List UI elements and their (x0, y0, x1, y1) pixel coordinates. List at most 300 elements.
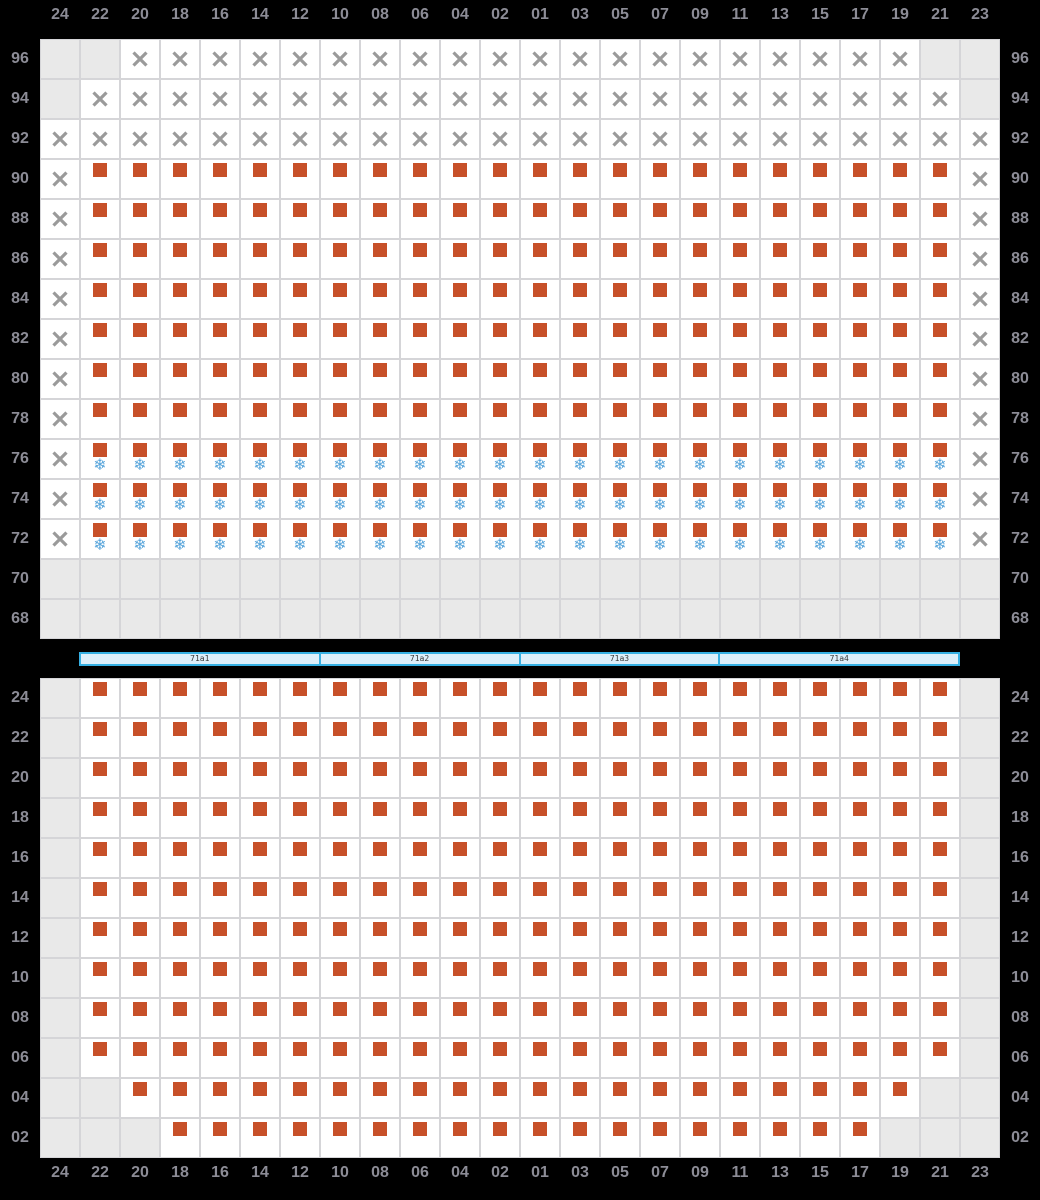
section-segment[interactable] (718, 654, 958, 664)
seat-cell[interactable] (161, 320, 199, 358)
seat-cell[interactable] (241, 400, 279, 438)
seat-cell[interactable] (641, 440, 679, 478)
seat-cell[interactable] (721, 999, 759, 1037)
seat-cell[interactable] (921, 160, 959, 198)
seat-cell[interactable] (481, 160, 519, 198)
seat-cell[interactable] (361, 679, 399, 717)
seat-cell[interactable] (521, 879, 559, 917)
seat-cell[interactable] (681, 200, 719, 238)
seat-cell[interactable] (561, 360, 599, 398)
seat-cell[interactable] (601, 919, 639, 957)
seat-cell[interactable] (881, 360, 919, 398)
seat-cell[interactable] (881, 759, 919, 797)
seat-cell[interactable] (361, 879, 399, 917)
seat-cell[interactable] (681, 679, 719, 717)
seat-cell[interactable] (521, 919, 559, 957)
seat-cell[interactable] (121, 280, 159, 318)
seat-cell[interactable] (521, 240, 559, 278)
seat-cell[interactable] (561, 440, 599, 478)
seat-cell[interactable] (121, 240, 159, 278)
seat-cell[interactable] (361, 240, 399, 278)
seat-cell[interactable] (201, 200, 239, 238)
seat-cell[interactable] (81, 320, 119, 358)
seat-cell[interactable] (201, 679, 239, 717)
seat-cell[interactable] (521, 440, 559, 478)
seat-cell[interactable] (641, 160, 679, 198)
seat-cell[interactable] (761, 440, 799, 478)
seat-cell[interactable] (321, 679, 359, 717)
seat-cell[interactable] (761, 759, 799, 797)
seat-cell[interactable] (201, 1039, 239, 1077)
seat-cell[interactable] (201, 1079, 239, 1117)
seat-cell[interactable] (921, 280, 959, 318)
seat-cell[interactable] (681, 520, 719, 558)
seat-cell[interactable] (441, 520, 479, 558)
seat-cell[interactable] (681, 919, 719, 957)
seat-cell[interactable] (401, 320, 439, 358)
seat-cell[interactable] (81, 520, 119, 558)
seat-cell[interactable] (641, 959, 679, 997)
seat-cell[interactable] (201, 440, 239, 478)
seat-cell[interactable] (321, 839, 359, 877)
seat-cell[interactable] (201, 719, 239, 757)
seat-cell[interactable] (841, 1079, 879, 1117)
seat-cell[interactable] (721, 520, 759, 558)
seat-cell[interactable] (641, 1079, 679, 1117)
seat-cell[interactable] (241, 520, 279, 558)
seat-cell[interactable] (841, 959, 879, 997)
seat-cell[interactable] (241, 240, 279, 278)
seat-cell[interactable] (761, 360, 799, 398)
seat-cell[interactable] (401, 440, 439, 478)
seat-cell[interactable] (481, 520, 519, 558)
seat-cell[interactable] (641, 839, 679, 877)
seat-cell[interactable] (241, 1039, 279, 1077)
seat-cell[interactable] (281, 240, 319, 278)
seat-cell[interactable] (281, 400, 319, 438)
seat-cell[interactable] (121, 919, 159, 957)
seat-cell[interactable] (201, 320, 239, 358)
seat-cell[interactable] (761, 1119, 799, 1157)
seat-cell[interactable] (881, 959, 919, 997)
seat-cell[interactable] (161, 999, 199, 1037)
seat-cell[interactable] (881, 240, 919, 278)
seat-cell[interactable] (401, 1039, 439, 1077)
seat-cell[interactable] (841, 679, 879, 717)
seat-cell[interactable] (361, 280, 399, 318)
seat-cell[interactable] (801, 160, 839, 198)
seat-cell[interactable] (281, 959, 319, 997)
seat-cell[interactable] (681, 320, 719, 358)
seat-cell[interactable] (401, 759, 439, 797)
seat-cell[interactable] (121, 400, 159, 438)
seat-cell[interactable] (641, 879, 679, 917)
seat-cell[interactable] (401, 1079, 439, 1117)
seat-cell[interactable] (521, 839, 559, 877)
seat-cell[interactable] (721, 320, 759, 358)
seat-cell[interactable] (521, 799, 559, 837)
seat-cell[interactable] (241, 839, 279, 877)
seat-cell[interactable] (681, 799, 719, 837)
seat-cell[interactable] (401, 200, 439, 238)
seat-cell[interactable] (201, 480, 239, 518)
seat-cell[interactable] (721, 1079, 759, 1117)
seat-cell[interactable] (761, 1039, 799, 1077)
seat-cell[interactable] (241, 480, 279, 518)
seat-cell[interactable] (201, 799, 239, 837)
seat-cell[interactable] (481, 1039, 519, 1077)
seat-cell[interactable] (81, 160, 119, 198)
seat-cell[interactable] (321, 959, 359, 997)
seat-cell[interactable] (481, 280, 519, 318)
seat-cell[interactable] (921, 320, 959, 358)
seat-cell[interactable] (721, 759, 759, 797)
seat-cell[interactable] (401, 679, 439, 717)
seat-cell[interactable] (481, 799, 519, 837)
seat-cell[interactable] (201, 400, 239, 438)
seat-cell[interactable] (921, 799, 959, 837)
seat-cell[interactable] (161, 959, 199, 997)
seat-cell[interactable] (561, 400, 599, 438)
seat-cell[interactable] (241, 160, 279, 198)
seat-cell[interactable] (721, 360, 759, 398)
seat-cell[interactable] (121, 160, 159, 198)
seat-cell[interactable] (761, 679, 799, 717)
seat-cell[interactable] (481, 1079, 519, 1117)
seat-cell[interactable] (81, 839, 119, 877)
seat-cell[interactable] (441, 799, 479, 837)
seat-cell[interactable] (681, 719, 719, 757)
seat-cell[interactable] (241, 1119, 279, 1157)
seat-cell[interactable] (681, 400, 719, 438)
seat-cell[interactable] (801, 839, 839, 877)
seat-cell[interactable] (361, 400, 399, 438)
seat-cell[interactable] (561, 799, 599, 837)
seat-cell[interactable] (801, 280, 839, 318)
seat-cell[interactable] (281, 719, 319, 757)
seat-cell[interactable] (321, 520, 359, 558)
seat-cell[interactable] (201, 360, 239, 398)
seat-cell[interactable] (761, 480, 799, 518)
seat-cell[interactable] (601, 1119, 639, 1157)
seat-cell[interactable] (561, 320, 599, 358)
seat-cell[interactable] (681, 360, 719, 398)
seat-cell[interactable] (81, 400, 119, 438)
seat-cell[interactable] (241, 879, 279, 917)
seat-cell[interactable] (441, 240, 479, 278)
seat-cell[interactable] (81, 679, 119, 717)
seat-cell[interactable] (281, 839, 319, 877)
seat-cell[interactable] (521, 520, 559, 558)
seat-cell[interactable] (441, 400, 479, 438)
seat-cell[interactable] (401, 360, 439, 398)
seat-cell[interactable] (321, 320, 359, 358)
seat-cell[interactable] (721, 160, 759, 198)
seat-cell[interactable] (441, 759, 479, 797)
seat-cell[interactable] (161, 280, 199, 318)
seat-cell[interactable] (921, 480, 959, 518)
seat-cell[interactable] (401, 240, 439, 278)
seat-cell[interactable] (281, 280, 319, 318)
seat-cell[interactable] (481, 879, 519, 917)
seat-cell[interactable] (481, 919, 519, 957)
seat-cell[interactable] (241, 1079, 279, 1117)
seat-cell[interactable] (161, 440, 199, 478)
seat-cell[interactable] (441, 280, 479, 318)
seat-cell[interactable] (801, 999, 839, 1037)
seat-cell[interactable] (441, 360, 479, 398)
seat-cell[interactable] (721, 799, 759, 837)
seat-cell[interactable] (161, 759, 199, 797)
seat-cell[interactable] (281, 879, 319, 917)
seat-cell[interactable] (921, 360, 959, 398)
seat-cell[interactable] (161, 400, 199, 438)
seat-cell[interactable] (801, 1119, 839, 1157)
seat-cell[interactable] (841, 879, 879, 917)
seat-cell[interactable] (841, 799, 879, 837)
seat-cell[interactable] (681, 1039, 719, 1077)
seat-cell[interactable] (201, 919, 239, 957)
seat-cell[interactable] (241, 360, 279, 398)
seat-cell[interactable] (441, 839, 479, 877)
seat-cell[interactable] (401, 1119, 439, 1157)
seat-cell[interactable] (561, 759, 599, 797)
seat-cell[interactable] (321, 240, 359, 278)
seat-cell[interactable] (321, 1119, 359, 1157)
seat-cell[interactable] (241, 440, 279, 478)
seat-cell[interactable] (601, 240, 639, 278)
seat-cell[interactable] (361, 839, 399, 877)
seat-cell[interactable] (881, 679, 919, 717)
seat-cell[interactable] (801, 520, 839, 558)
seat-cell[interactable] (801, 919, 839, 957)
seat-cell[interactable] (801, 240, 839, 278)
seat-cell[interactable] (201, 759, 239, 797)
seat-cell[interactable] (921, 520, 959, 558)
seat-cell[interactable] (881, 839, 919, 877)
seat-cell[interactable] (441, 679, 479, 717)
seat-cell[interactable] (121, 480, 159, 518)
seat-cell[interactable] (761, 400, 799, 438)
seat-cell[interactable] (721, 200, 759, 238)
seat-cell[interactable] (881, 160, 919, 198)
seat-cell[interactable] (681, 240, 719, 278)
seat-cell[interactable] (81, 1039, 119, 1077)
section-segment[interactable] (519, 654, 719, 664)
seat-cell[interactable] (241, 999, 279, 1037)
seat-cell[interactable] (601, 280, 639, 318)
seat-cell[interactable] (321, 759, 359, 797)
seat-cell[interactable] (361, 160, 399, 198)
seat-cell[interactable] (881, 320, 919, 358)
seat-cell[interactable] (121, 679, 159, 717)
seat-cell[interactable] (641, 520, 679, 558)
seat-cell[interactable] (121, 839, 159, 877)
seat-cell[interactable] (241, 200, 279, 238)
seat-cell[interactable] (881, 799, 919, 837)
seat-cell[interactable] (201, 999, 239, 1037)
seat-cell[interactable] (601, 879, 639, 917)
seat-cell[interactable] (921, 440, 959, 478)
seat-cell[interactable] (761, 999, 799, 1037)
seat-cell[interactable] (561, 480, 599, 518)
seat-cell[interactable] (441, 1039, 479, 1077)
seat-cell[interactable] (241, 679, 279, 717)
seat-cell[interactable] (121, 1039, 159, 1077)
seat-cell[interactable] (201, 1119, 239, 1157)
seat-cell[interactable] (841, 400, 879, 438)
seat-cell[interactable] (361, 1079, 399, 1117)
seat-cell[interactable] (281, 360, 319, 398)
seat-cell[interactable] (721, 919, 759, 957)
seat-cell[interactable] (81, 480, 119, 518)
seat-cell[interactable] (121, 360, 159, 398)
seat-cell[interactable] (561, 1119, 599, 1157)
seat-cell[interactable] (881, 520, 919, 558)
seat-cell[interactable] (721, 280, 759, 318)
seat-cell[interactable] (561, 839, 599, 877)
seat-cell[interactable] (281, 200, 319, 238)
seat-cell[interactable] (761, 1079, 799, 1117)
seat-cell[interactable] (201, 160, 239, 198)
seat-cell[interactable] (321, 799, 359, 837)
seat-cell[interactable] (81, 360, 119, 398)
seat-cell[interactable] (601, 719, 639, 757)
seat-cell[interactable] (401, 999, 439, 1037)
seat-cell[interactable] (921, 240, 959, 278)
seat-cell[interactable] (561, 280, 599, 318)
seat-cell[interactable] (121, 440, 159, 478)
seat-cell[interactable] (841, 280, 879, 318)
seat-cell[interactable] (841, 1119, 879, 1157)
seat-cell[interactable] (881, 999, 919, 1037)
seat-cell[interactable] (881, 280, 919, 318)
seat-cell[interactable] (641, 400, 679, 438)
seat-cell[interactable] (761, 839, 799, 877)
section-segment[interactable] (319, 654, 519, 664)
seat-cell[interactable] (481, 759, 519, 797)
seat-cell[interactable] (361, 799, 399, 837)
seat-cell[interactable] (361, 759, 399, 797)
seat-cell[interactable] (401, 719, 439, 757)
seat-cell[interactable] (681, 160, 719, 198)
section-segment[interactable] (81, 654, 319, 664)
seat-cell[interactable] (921, 679, 959, 717)
seat-cell[interactable] (121, 759, 159, 797)
seat-cell[interactable] (881, 719, 919, 757)
seat-cell[interactable] (201, 520, 239, 558)
seat-cell[interactable] (921, 400, 959, 438)
seat-cell[interactable] (841, 200, 879, 238)
seat-cell[interactable] (81, 959, 119, 997)
seat-cell[interactable] (561, 719, 599, 757)
seat-cell[interactable] (561, 200, 599, 238)
seat-cell[interactable] (81, 280, 119, 318)
seat-cell[interactable] (761, 719, 799, 757)
seat-cell[interactable] (521, 280, 559, 318)
seat-cell[interactable] (321, 400, 359, 438)
seat-cell[interactable] (281, 679, 319, 717)
seat-cell[interactable] (121, 999, 159, 1037)
seat-cell[interactable] (601, 839, 639, 877)
seat-cell[interactable] (801, 959, 839, 997)
seat-cell[interactable] (281, 440, 319, 478)
seat-cell[interactable] (881, 1079, 919, 1117)
seat-cell[interactable] (601, 999, 639, 1037)
seat-cell[interactable] (441, 879, 479, 917)
seat-cell[interactable] (921, 1039, 959, 1077)
seat-cell[interactable] (401, 839, 439, 877)
seat-cell[interactable] (321, 719, 359, 757)
seat-cell[interactable] (441, 200, 479, 238)
seat-cell[interactable] (161, 240, 199, 278)
seat-cell[interactable] (481, 400, 519, 438)
seat-cell[interactable] (401, 959, 439, 997)
seat-cell[interactable] (561, 999, 599, 1037)
seat-cell[interactable] (401, 919, 439, 957)
seat-cell[interactable] (921, 759, 959, 797)
seat-cell[interactable] (441, 320, 479, 358)
seat-cell[interactable] (721, 879, 759, 917)
seat-cell[interactable] (401, 280, 439, 318)
seat-cell[interactable] (801, 400, 839, 438)
seat-cell[interactable] (881, 400, 919, 438)
seat-cell[interactable] (281, 919, 319, 957)
seat-cell[interactable] (241, 959, 279, 997)
seat-cell[interactable] (841, 360, 879, 398)
seat-cell[interactable] (641, 719, 679, 757)
seat-cell[interactable] (161, 879, 199, 917)
seat-cell[interactable] (601, 520, 639, 558)
seat-cell[interactable] (481, 360, 519, 398)
seat-cell[interactable] (401, 799, 439, 837)
seat-cell[interactable] (481, 719, 519, 757)
seat-cell[interactable] (801, 879, 839, 917)
seat-cell[interactable] (641, 240, 679, 278)
seat-cell[interactable] (241, 759, 279, 797)
seat-cell[interactable] (921, 999, 959, 1037)
seat-cell[interactable] (81, 919, 119, 957)
seat-cell[interactable] (841, 919, 879, 957)
seat-cell[interactable] (641, 799, 679, 837)
seat-cell[interactable] (281, 520, 319, 558)
seat-cell[interactable] (521, 759, 559, 797)
seat-cell[interactable] (601, 1079, 639, 1117)
seat-cell[interactable] (441, 1079, 479, 1117)
seat-cell[interactable] (481, 839, 519, 877)
seat-cell[interactable] (921, 959, 959, 997)
seat-cell[interactable] (81, 200, 119, 238)
seat-cell[interactable] (161, 1039, 199, 1077)
seat-cell[interactable] (201, 280, 239, 318)
seat-cell[interactable] (521, 1079, 559, 1117)
seat-cell[interactable] (561, 919, 599, 957)
seat-cell[interactable] (841, 719, 879, 757)
seat-cell[interactable] (721, 959, 759, 997)
seat-cell[interactable] (801, 1079, 839, 1117)
seat-cell[interactable] (521, 360, 559, 398)
seat-cell[interactable] (241, 799, 279, 837)
seat-cell[interactable] (81, 799, 119, 837)
seat-cell[interactable] (801, 200, 839, 238)
seat-cell[interactable] (721, 240, 759, 278)
seat-cell[interactable] (521, 719, 559, 757)
seat-cell[interactable] (161, 839, 199, 877)
seat-cell[interactable] (361, 719, 399, 757)
seat-cell[interactable] (441, 999, 479, 1037)
seat-cell[interactable] (361, 919, 399, 957)
seat-cell[interactable] (121, 1079, 159, 1117)
